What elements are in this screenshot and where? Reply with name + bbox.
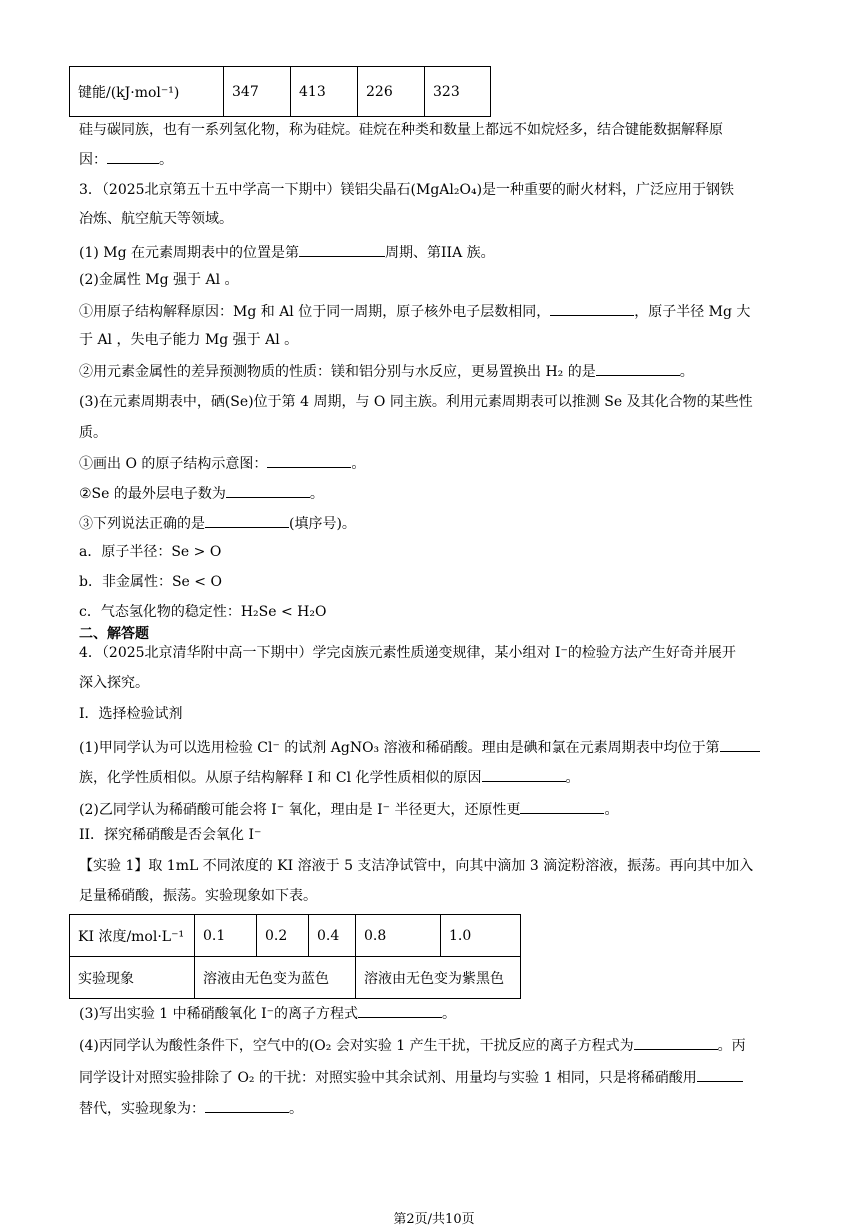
text-line: 因： 。	[79, 149, 173, 169]
text-line: (4)丙同学认为酸性条件下，空气中的(O₂ 会对实验 1 产生干扰，干扰反应的离子方程式为 。丙	[79, 1035, 746, 1055]
subsection-heading: I．选择检验试剂	[79, 706, 183, 722]
text-line: 族，化学性质相似。从原子结构解释 I 和 Cl 化学性质相似的原因 。	[79, 767, 580, 787]
answer-blank[interactable]	[226, 483, 310, 498]
answer-blank[interactable]	[482, 767, 566, 782]
answer-blank[interactable]	[697, 1067, 743, 1082]
question-4-stem: 4．（2025北京清华附中高一下期中）学完卤族元素性质递变规律，某小组对 I⁻的检验方法产生好奇并展开	[79, 645, 736, 661]
answer-blank[interactable]	[520, 799, 604, 814]
conc-cell: 0.2	[257, 915, 309, 957]
bond-value: 347	[224, 67, 291, 117]
row-label: 实验现象	[70, 957, 195, 999]
text-line: 冶炼、航空航天等领域。	[79, 211, 233, 227]
conc-cell: 0.1	[195, 915, 257, 957]
text-line: (1) Mg 在元素周期表中的位置是第 周期、第IIA 族。	[79, 242, 495, 262]
text-line: (3)在元素周期表中，硒(Se)位于第 4 周期，与 O 同主族。利用元素周期表可以推测 Se 及其化合物的某些性	[79, 394, 753, 410]
answer-blank[interactable]	[107, 149, 159, 164]
text-line: 硅与碳同族，也有一系列氢化物，称为硅烷。硅烷在种类和数量上都远不如烷烃多，结合键能数据解释原	[79, 122, 723, 138]
text-line: 足量稀硝酸，振荡。实验现象如下表。	[79, 888, 317, 904]
question-3-stem: 3．（2025北京第五十五中学高一下期中）镁铝尖晶石(MgAl₂O₄)是一种重要的耐火材料，广泛应用于钢铁	[79, 182, 735, 198]
answer-blank[interactable]	[267, 453, 351, 468]
section-heading: 二、解答题	[79, 626, 149, 642]
text-line: ①用原子结构解释原因：Mg 和 Al 位于同一周期，原子核外电子层数相同， ，原子半径 Mg 大	[79, 301, 750, 321]
observation-cell: 溶液由无色变为蓝色	[195, 957, 356, 999]
observation-cell: 溶液由无色变为紫黑色	[356, 957, 521, 999]
option-c: c．气态氢化物的稳定性：H₂Se < H₂O	[79, 604, 327, 620]
bond-table-header: 键能/(kJ·mol⁻¹)	[70, 67, 224, 117]
answer-blank[interactable]	[550, 301, 634, 316]
bond-value: 226	[358, 67, 425, 117]
text-line: ②Se 的最外层电子数为 。	[79, 483, 324, 503]
text-line: (1)甲同学认为可以选用检验 Cl⁻ 的试剂 AgNO₃ 溶液和稀硝酸。理由是碘和氯在元素周期表中均位于第	[79, 737, 760, 757]
experiment-table	[69, 914, 521, 999]
option-b: b．非金属性：Se < O	[79, 574, 222, 590]
conc-cell: 0.8	[356, 915, 441, 957]
answer-blank[interactable]	[299, 242, 385, 257]
conc-cell: 1.0	[441, 915, 521, 957]
answer-blank[interactable]	[596, 361, 680, 376]
text-line: 同学设计对照实验排除了 O₂ 的干扰：对照实验中其余试剂、用量均与实验 1 相同，只是将稀硝酸用	[79, 1067, 743, 1087]
text-line: 质。	[79, 425, 107, 441]
text-line: ②用元素金属性的差异预测物质的性质：镁和铝分别与水反应，更易置换出 H₂ 的是 。	[79, 361, 694, 381]
page-footer: 第2页/共10页	[393, 1212, 475, 1227]
subsection-heading: II．探究稀硝酸是否会氧化 I⁻	[79, 827, 262, 843]
text-line: (2)金属性 Mg 强于 Al 。	[79, 272, 239, 288]
text-line: ③下列说法正确的是 (填序号)。	[79, 513, 356, 533]
text-line: (3)写出实验 1 中稀硝酸氧化 I⁻的离子方程式 。	[79, 1003, 456, 1023]
text-line: ①画出 O 的原子结构示意图： 。	[79, 453, 365, 473]
text-line: 深入探究。	[79, 675, 149, 691]
text-line: (2)乙同学认为稀硝酸可能会将 I⁻ 氧化，理由是 I⁻ 半径更大，还原性更 。	[79, 799, 618, 819]
text-line: 替代，实验现象为： 。	[79, 1098, 303, 1118]
bond-value: 413	[291, 67, 358, 117]
answer-blank[interactable]	[358, 1003, 442, 1018]
bond-energy-table	[69, 66, 491, 117]
answer-blank[interactable]	[634, 1035, 718, 1050]
text-line: 【实验 1】取 1mL 不同浓度的 KI 溶液于 5 支洁净试管中，向其中滴加 3 滴淀粉溶液，振荡。再向其中加入	[79, 858, 754, 874]
answer-blank[interactable]	[205, 1098, 289, 1113]
answer-blank[interactable]	[720, 737, 760, 752]
answer-blank[interactable]	[205, 513, 289, 528]
table-header: KI 浓度/mol·L⁻¹	[70, 915, 195, 957]
option-a: a．原子半径：Se > O	[79, 544, 222, 560]
bond-value: 323	[425, 67, 491, 117]
text-line: 于 Al ，失电子能力 Mg 强于 Al 。	[79, 332, 299, 348]
conc-cell: 0.4	[309, 915, 356, 957]
